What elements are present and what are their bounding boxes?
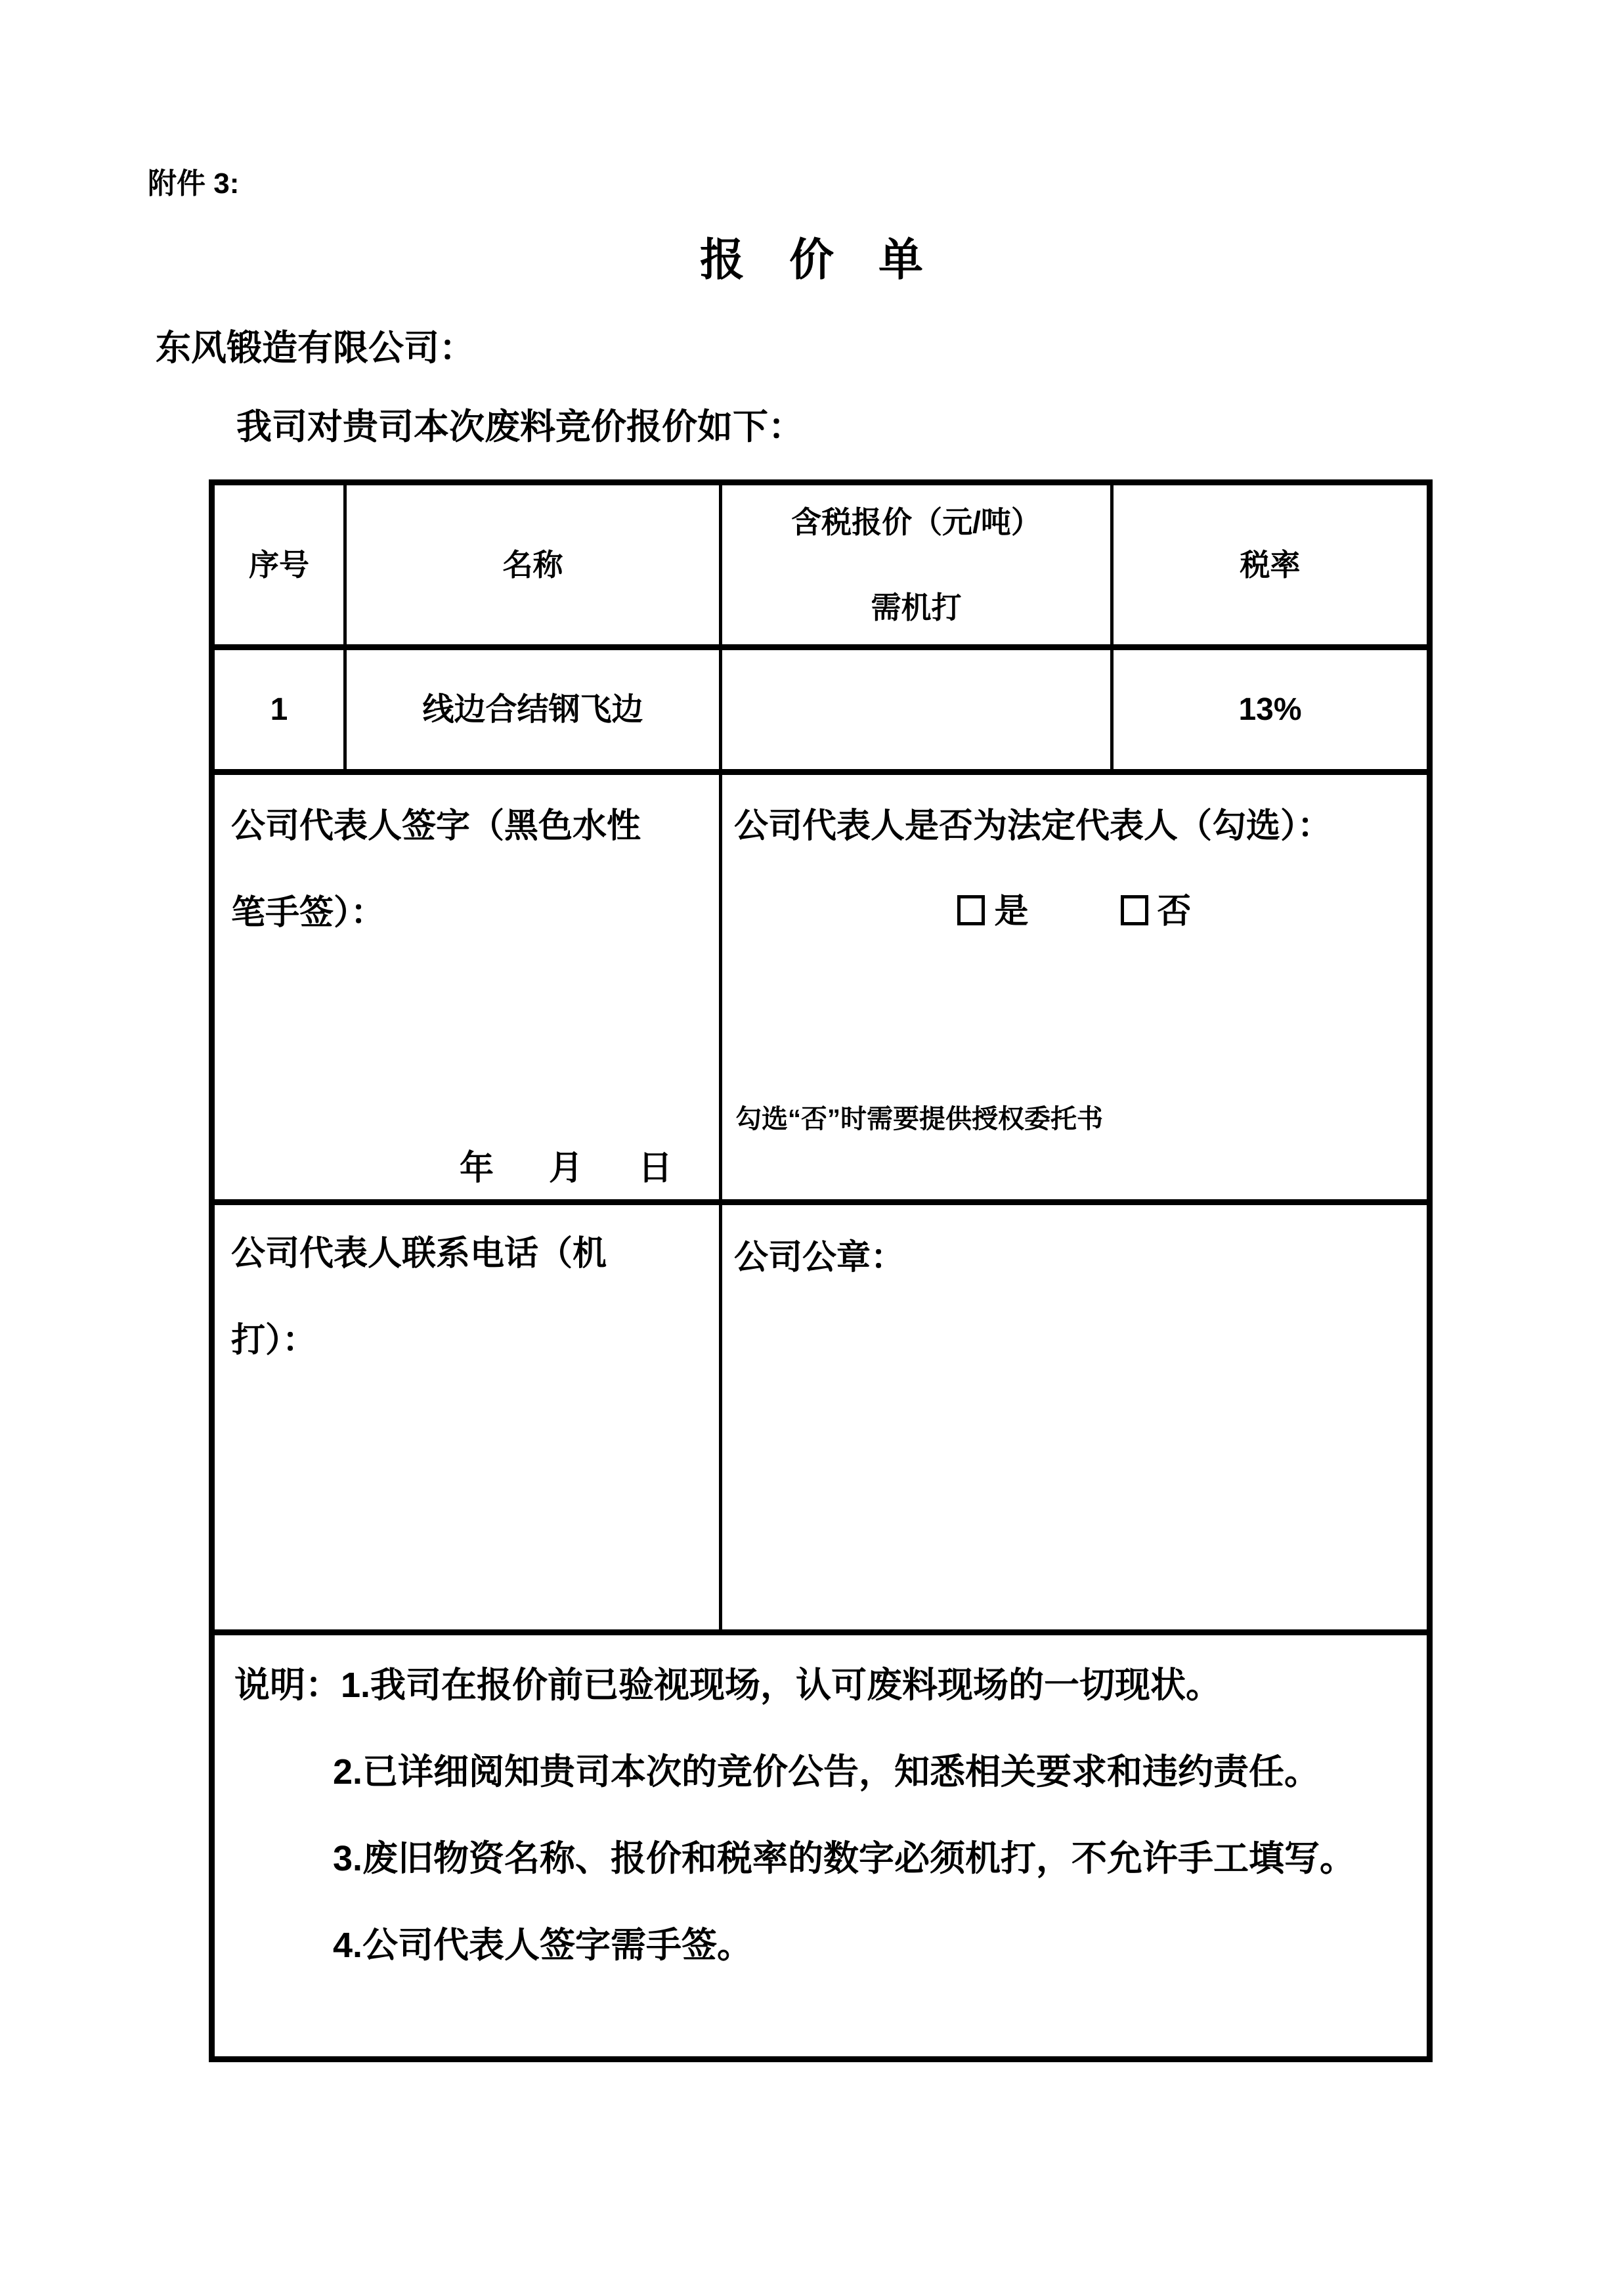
quotation-table xyxy=(209,479,1433,2062)
row-cell-seq: 1 xyxy=(215,650,347,775)
page-title: 报 价 单 xyxy=(699,235,923,285)
signature-label-line2: 笔手签）： xyxy=(231,894,385,932)
recipient-company-line: 东风锻造有限公司： xyxy=(156,328,475,368)
seal-cell xyxy=(722,1205,1427,1635)
no-checkbox-icon xyxy=(1121,895,1148,925)
note-line-2: 2.已详细阅知贵司本次的竞价公告，知悉相关要求和违约责任。 xyxy=(333,1752,1320,1792)
notes-cell xyxy=(215,1635,1427,2056)
yes-option-label: 是 xyxy=(994,893,1029,931)
legal-rep-question: 公司代表人是否为法定代表人（勾选）： xyxy=(734,807,1332,845)
phone-label xyxy=(215,1205,719,1384)
yes-checkbox-icon xyxy=(957,895,985,925)
header-price-line2: 需机打 xyxy=(871,590,962,625)
date-placeholder: 年 月 日 xyxy=(459,1149,683,1188)
note-line-1: 说明：1.我司在报价前已验视现场，认可废料现场的一切现状。 xyxy=(234,1666,1222,1705)
phone-cell xyxy=(215,1205,722,1635)
signature-label-line1: 公司代表人签字（黑色水性 xyxy=(231,807,641,845)
note-line-3: 3.废旧物资名称、报价和税率的数字必须机打，不允许手工填写。 xyxy=(333,1839,1356,1878)
row-cell-tax: 13% xyxy=(1114,650,1427,775)
legal-rep-options xyxy=(722,893,1427,931)
row-cell-price-blank xyxy=(722,650,1114,775)
phone-label-line1: 公司代表人联系电话（机 xyxy=(231,1235,607,1273)
seal-label: 公司公章： xyxy=(734,1239,905,1277)
legal-rep-cell xyxy=(722,775,1427,1205)
header-cell-tax: 税率 xyxy=(1114,485,1427,650)
header-cell-seq: 序号 xyxy=(215,485,347,650)
header-cell-price xyxy=(722,485,1114,650)
no-option-label: 否 xyxy=(1157,893,1192,931)
attachment-label: 附件 3: xyxy=(148,167,240,200)
signature-label xyxy=(215,775,719,956)
authorization-note: 勾选“否”时需要提供授权委托书 xyxy=(735,1105,1103,1134)
row-cell-name: 线边合结钢飞边 xyxy=(347,650,722,775)
phone-label-line2: 打）： xyxy=(231,1321,317,1359)
header-cell-name: 名称 xyxy=(347,485,722,650)
header-price-line1: 含税报价（元/吨） xyxy=(791,505,1041,539)
signature-cell xyxy=(215,775,722,1205)
intro-line: 我司对贵司本次废料竞价报价如下： xyxy=(236,407,804,447)
note-line-4: 4.公司代表人签字需手签。 xyxy=(333,1926,753,1965)
